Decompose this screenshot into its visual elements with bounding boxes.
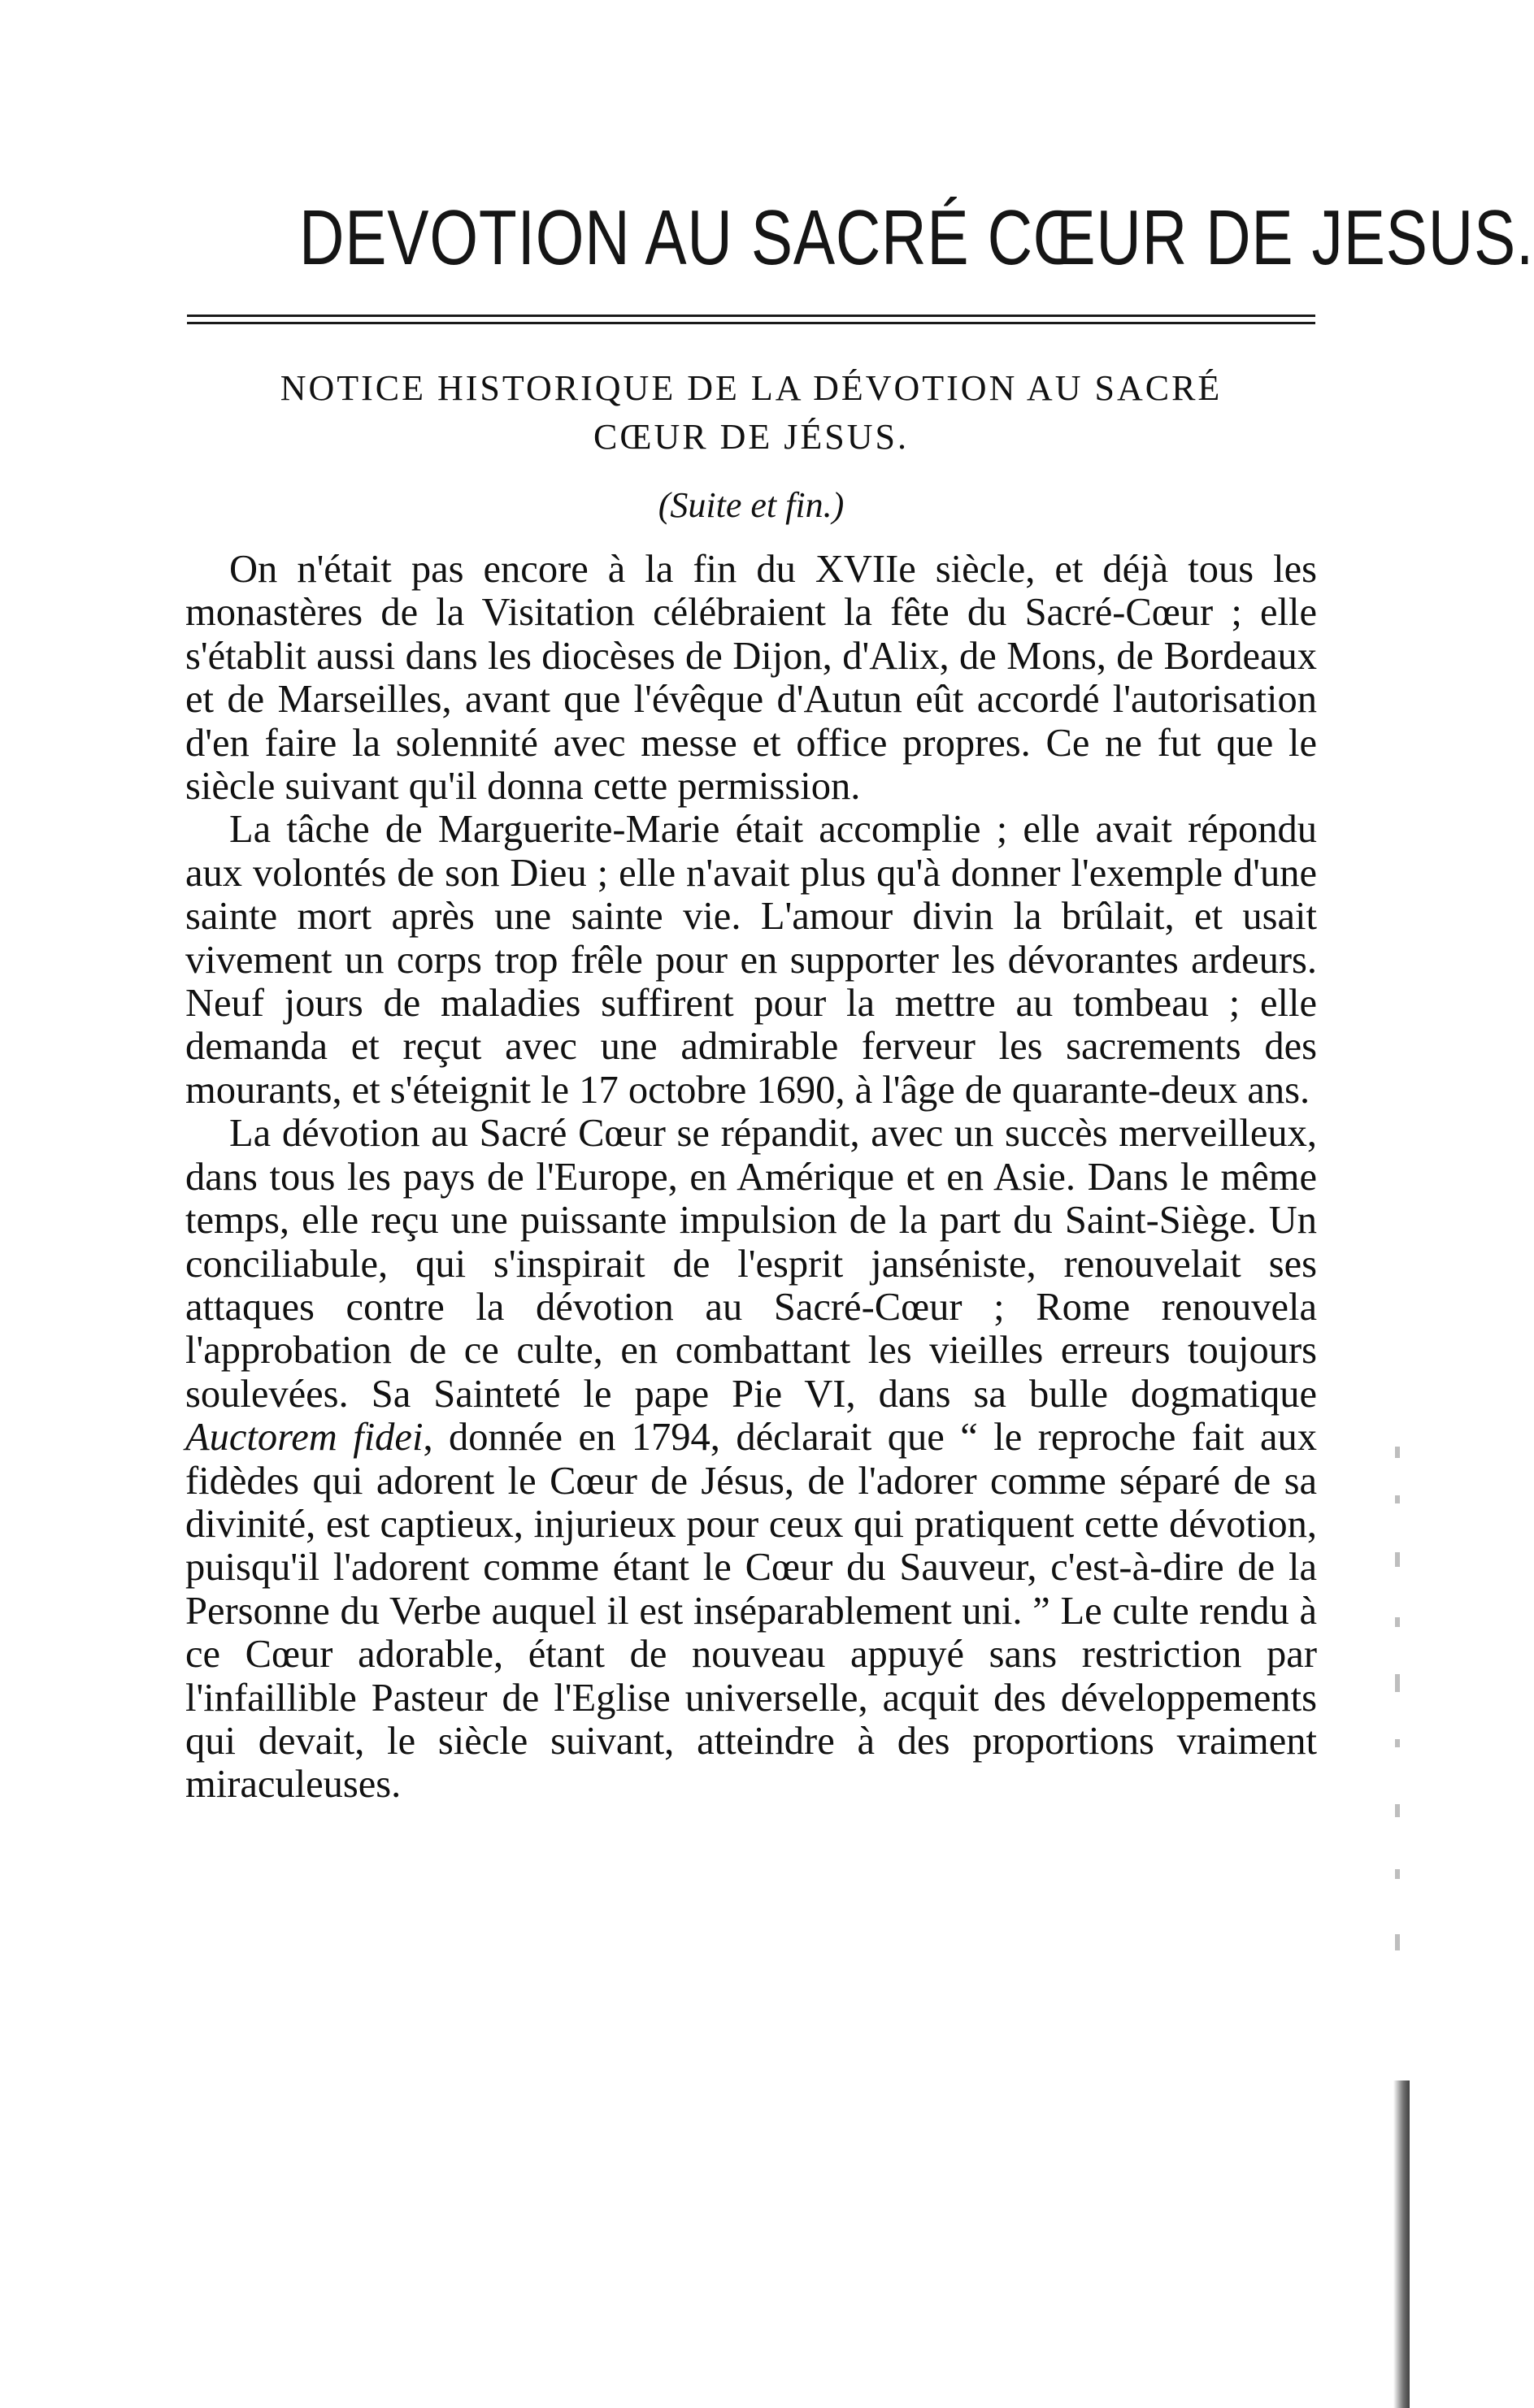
scan-speck [1395, 1934, 1400, 1950]
section-subtitle: (Suite et fin.) [658, 485, 845, 525]
bull-title-italic: Auctorem fidei [185, 1416, 424, 1460]
article-body [185, 548, 1317, 1807]
scan-edge-shadow [1393, 2080, 1410, 2408]
section-heading-line-2: CŒUR DE JÉSUS. [593, 417, 909, 457]
paragraph-1: On n'était pas encore à la fin du XVIIe siècle, et déjà tous les monastères de la Visitation célébraient la fête du Sacré-Cœur ; elle s'établit aussi dans les diocèses de Dijon, d'Alix, de Mons, de Bordeaux et de Marseilles, avant que l'évêque d'Autun eût accordé l'autorisation d'en faire la solennité avec messe et office propres. Ce ne fut que le siècle suivant qu'il donna cette permission. [185, 548, 1317, 809]
paragraph-3 [185, 1112, 1317, 1807]
scan-speck [1395, 1739, 1400, 1747]
paragraph-3-part-1: La dévotion au Sacré Cœur se répandit, avec un succès merveilleux, dans tous les pays de l'Europe, en Amérique et en Asie. Dans le même temps, elle reçu une puissante impulsion de la part du Saint-Siège. Un conciliabule, qui s'inspirait de l'esprit janséniste, renouvelait ses attaques contre la dévotion au Sacré-Cœur ; Rome renouvela l'approbation de ce culte, en combattant les vieilles erreurs toujours soulevées. Sa Sainteté le pape Pie VI, dans sa bulle dogmatique [185, 1112, 1317, 1416]
section-heading-line-1: NOTICE HISTORIQUE DE LA DÉVOTION AU SACRÉ [280, 368, 1223, 408]
scan-speck [1395, 1447, 1400, 1458]
scan-speck [1395, 1804, 1400, 1817]
scan-speck [1395, 1869, 1400, 1879]
scan-speck [1395, 1674, 1400, 1692]
scan-speck [1395, 1617, 1400, 1627]
scan-speck [1395, 1552, 1400, 1567]
masthead-rule-bottom [187, 322, 1315, 324]
masthead-rule-top [187, 315, 1315, 317]
paragraph-3-part-2: , donnée en 1794, déclarait que “ le reproche fait aux fidèdes qui adorent le Cœur de Jésus, de l'adorer comme séparé de sa divinité, est captieux, injurieux pour ceux qui pratiquent cette dévotion, puisqu'il l'adorent comme étant le Cœur du Sauveur, c'est-à-dire de la Personne du Verbe auquel il est inséparablement uni. ” Le culte rendu à ce Cœur adorable, étant de nouveau appuyé sans restriction par l'infaillible Pasteur de l'Eglise universelle, acquit des développements qui devait, le siècle suivant, atteindre à des proportions vraiment miraculeuses. [185, 1416, 1317, 1807]
scan-speck [1395, 1495, 1400, 1503]
masthead-title: DEVOTION AU SACRÉ CŒUR DE JESUS. [299, 194, 1534, 281]
paragraph-2: La tâche de Marguerite-Marie était accomplie ; elle avait répondu aux volontés de son Dieu ; elle n'avait plus qu'à donner l'exemple d'une sainte mort après une sainte vie. L'amour divin la brûlait, et usait vivement un corps trop frêle pour en supporter les dévorantes ardeurs. Neuf jours de maladies suffirent pour la mettre au tombeau ; elle demanda et reçut avec une admirable ferveur les sacrements des mourants, et s'éteignit le 17 octobre 1690, à l'âge de quarante-deux ans. [185, 808, 1317, 1112]
section-heading [187, 364, 1315, 462]
